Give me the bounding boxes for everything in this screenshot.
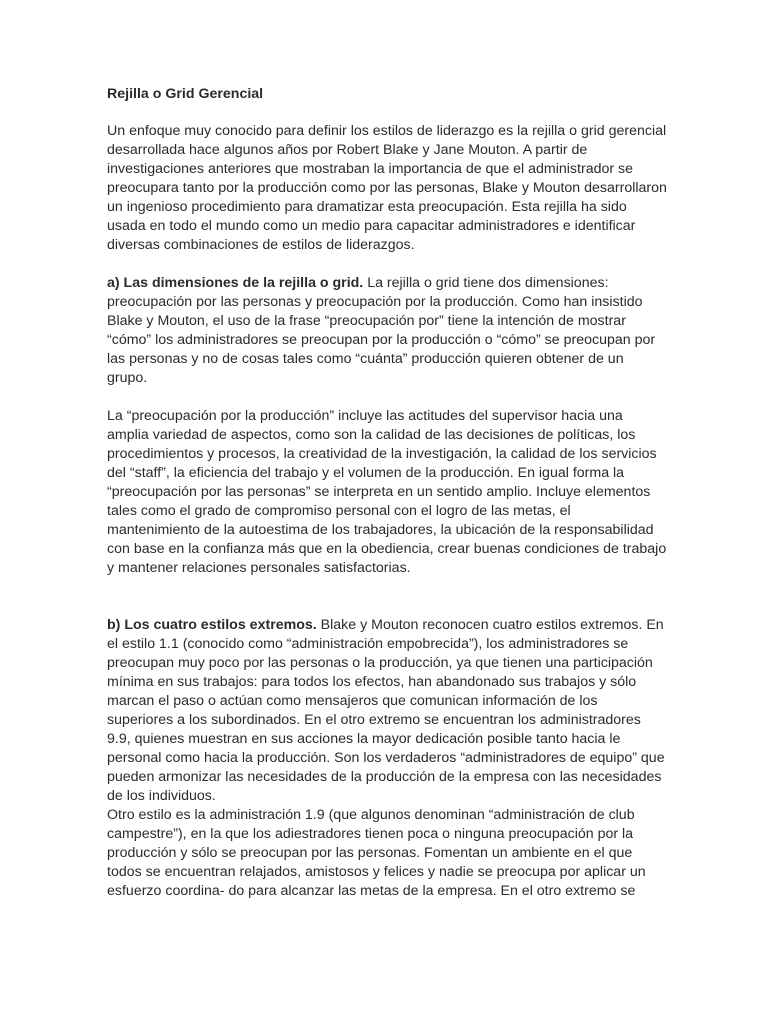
- document-title: Rejilla o Grid Gerencial: [107, 86, 264, 102]
- section-a-paragraph: [107, 274, 667, 388]
- section-b-paragraph: [107, 616, 667, 806]
- intro-paragraph: Un enfoque muy conocido para definir los estilos de liderazgo es la rejilla o grid gerencial desarrollada hace algunos años por Robert Blake y Jane Mouton. A partir de investigaciones anteriores que mostraban la importancia de que el administrador se preocupara tanto por la producción como por las personas, Blake y Mouton desarrollaron un ingenioso procedimiento para dramatizar esta preocupación. Esta rejilla ha sido usada en todo el mundo como un medio para capacitar administradores e identificar diversas combinaciones de estilos de liderazgos.: [107, 123, 667, 253]
- club-paragraph: Otro estilo es la administración 1.9 (que algunos denominan “administración de club campestre”), en la que los adiestradores tienen poca o ninguna preocupación por la producción y sólo se preocupan por las personas. Fomentan un ambiente en el que todos se encuentran relajados, amistosos y felices y nadie se preocupa por aplicar un esfuerzo coordina- do para alcanzar las metas de la empresa. En el otro extremo se: [107, 807, 646, 899]
- section-b-heading: b) Los cuatro estilos extremos.: [107, 617, 317, 633]
- section-a-heading: a) Las dimensiones de la rejilla o grid.: [107, 275, 364, 291]
- document-body: [107, 85, 667, 901]
- section-b-text: Blake y Mouton reconocen cuatro estilos extremos. En el estilo 1.1 (conocido como “administración empobrecida”), los administradores se preocupan muy poco por las personas o la producción, ya que tienen una participación mínima en sus trabajos: para todos los efectos, han abandonado sus trabajos y sólo marcan el paso o actúan como mensajeros que comunican información de los superiores a los subordinados. En el otro extremo se encuentran los administradores 9.9, quienes muestran en sus acciones la mayor dedicación posible tanto hacia le personal como hacia la producción. Son los verdaderos “administradores de equipo” que pueden armonizar las necesidades de la producción de la empresa con las necesidades de los individuos.: [107, 617, 665, 804]
- production-paragraph: La “preocupación por la producción” incluye las actitudes del supervisor hacia una amplia variedad de aspectos, como son la calidad de las decisiones de políticas, los procedimientos y procesos, la creatividad de la investigación, la calidad de los servicios del “staff”, la eficiencia del trabajo y el volumen de la producción. En igual forma la “preocupación por las personas” se interpreta en un sentido amplio. Incluye elementos tales como el grado de compromiso personal con el logro de las metas, el mantenimiento de la autoestima de los trabajadores, la ubicación de la responsabilidad con base en la confianza más que en la obediencia, crear buenas condiciones de trabajo y mantener relaciones personales satisfactorias.: [107, 408, 667, 576]
- section-a-text: La rejilla o grid tiene dos dimensiones: preocupación por las personas y preocupación por la producción. Como han insistido Blake y Mouton, el uso de la frase “preocupación por” tiene la intención de mostrar “cómo” los administradores se preocupan por la producción o “cómo” se preocupan por las personas y no de cosas tales como “cuánta” producción quieren obtener de un grupo.: [107, 275, 656, 386]
